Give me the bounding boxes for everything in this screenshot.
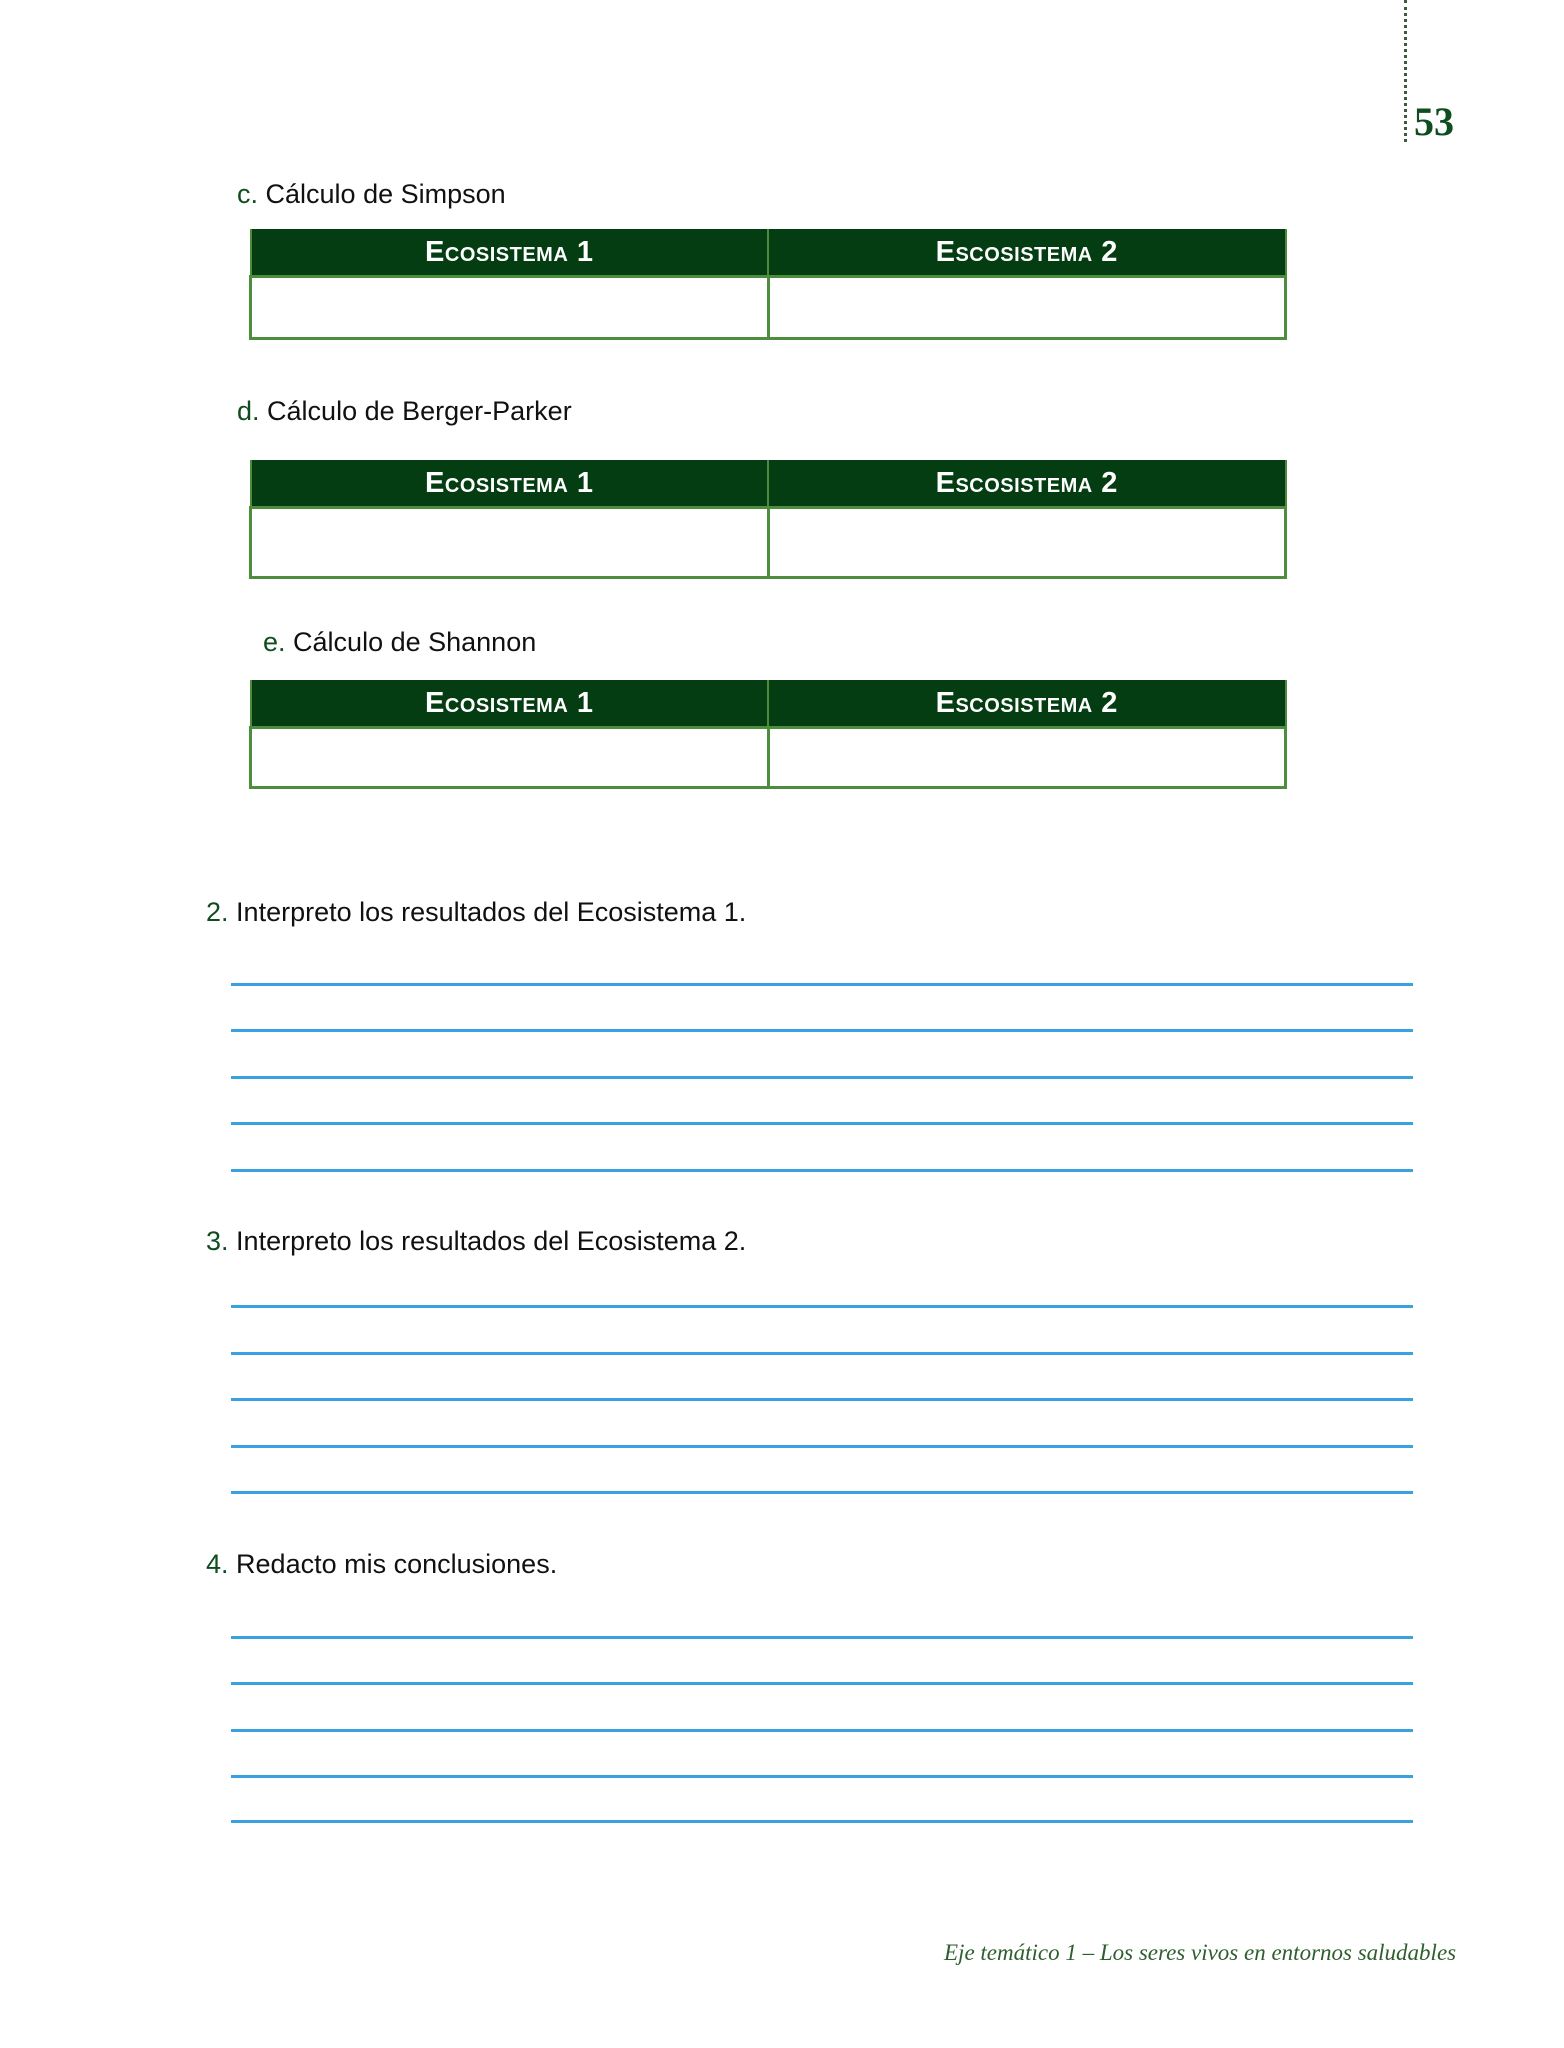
question-3-marker: 3. [206, 1226, 229, 1256]
answer-line[interactable] [231, 1682, 1413, 1685]
question-2-marker: 2. [206, 897, 229, 927]
berger-parker-col-ecosistema-2: Escosistema 2 [768, 460, 1286, 508]
shannon-col-ecosistema-1: Ecosistema 1 [251, 680, 769, 728]
page-footer: Eje temático 1 – Los seres vivos en entornos saludables [944, 1940, 1457, 1965]
shannon-col-ecosistema-2: Escosistema 2 [768, 680, 1286, 728]
berger-parker-col-ecosistema-1: Ecosistema 1 [251, 460, 769, 508]
berger-parker-cell-ecosistema-2[interactable] [768, 508, 1286, 578]
answer-line[interactable] [231, 1729, 1413, 1732]
question-2-text: Interpreto los resultados del Ecosistema 1. [236, 897, 747, 927]
answer-line[interactable] [231, 1445, 1413, 1448]
answer-line[interactable] [231, 983, 1413, 986]
simpson-cell-ecosistema-2[interactable] [768, 277, 1286, 339]
answer-line[interactable] [231, 1352, 1413, 1355]
shannon-cell-ecosistema-2[interactable] [768, 728, 1286, 788]
berger-parker-cell-ecosistema-1[interactable] [251, 508, 769, 578]
berger-parker-table [249, 460, 1287, 579]
question-4-marker: 4. [206, 1549, 229, 1579]
shannon-table [249, 680, 1287, 789]
section-d-label [237, 396, 572, 426]
section-c-marker: c. [237, 179, 259, 209]
section-d-marker: d. [237, 396, 260, 426]
answer-line[interactable] [231, 1029, 1413, 1032]
section-e-label [263, 627, 536, 657]
question-3 [206, 1226, 746, 1256]
question-3-text: Interpreto los resultados del Ecosistema 2. [236, 1226, 747, 1256]
question-3-answer-lines[interactable] [231, 1305, 1413, 1495]
answer-line[interactable] [231, 1122, 1413, 1125]
simpson-col-ecosistema-1: Ecosistema 1 [251, 229, 769, 277]
question-4 [206, 1549, 557, 1579]
simpson-col-ecosistema-2: Escosistema 2 [768, 229, 1286, 277]
answer-line[interactable] [231, 1775, 1413, 1778]
answer-line[interactable] [231, 1398, 1413, 1401]
page-number: 53 [1414, 99, 1454, 144]
answer-line[interactable] [231, 1636, 1413, 1639]
answer-line[interactable] [231, 1169, 1413, 1172]
section-c-title: Cálculo de Simpson [265, 179, 506, 209]
answer-line[interactable] [231, 1076, 1413, 1079]
question-2-answer-lines[interactable] [231, 983, 1413, 1173]
answer-line[interactable] [231, 1305, 1413, 1308]
section-c-label [237, 179, 506, 209]
question-2 [206, 897, 746, 927]
dotted-margin-rule [1404, 0, 1407, 142]
section-d-title: Cálculo de Berger-Parker [267, 396, 572, 426]
simpson-table [249, 229, 1287, 340]
question-4-text: Redacto mis conclusiones. [236, 1549, 558, 1579]
shannon-cell-ecosistema-1[interactable] [251, 728, 769, 788]
section-e-title: Cálculo de Shannon [293, 627, 537, 657]
answer-line[interactable] [231, 1820, 1413, 1823]
question-4-answer-lines[interactable] [231, 1636, 1413, 1826]
section-e-marker: e. [263, 627, 286, 657]
simpson-cell-ecosistema-1[interactable] [251, 277, 769, 339]
answer-line[interactable] [231, 1491, 1413, 1494]
